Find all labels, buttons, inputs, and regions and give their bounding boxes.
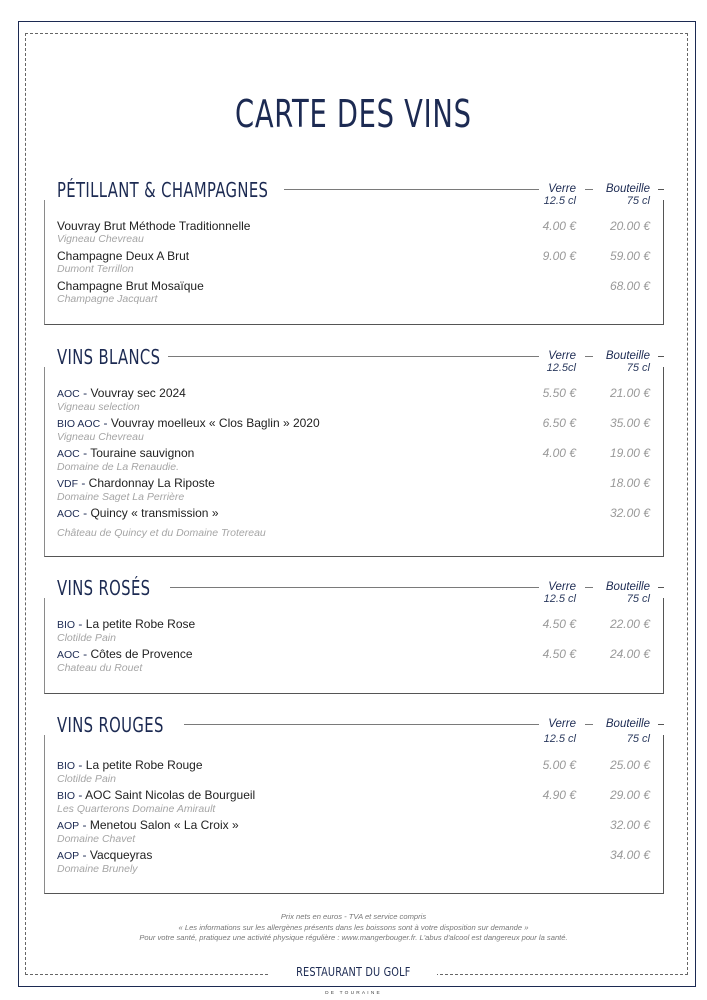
section-box-corner [658, 189, 664, 190]
wine-producer: Chateau du Rouet [57, 662, 143, 674]
footer-health-note: Pour votre santé, pratiquez une activité physique régulière : www.mangerbouger.fr. L'abus d'alcool est dangereux pour la santé. [139, 933, 568, 942]
separator: - [75, 617, 86, 631]
bottle-price: 32.00 € [609, 506, 650, 520]
glass-label: Verre [548, 581, 576, 593]
heading-rule [168, 356, 539, 357]
wine-name-line [57, 758, 457, 773]
glass-volume: 12.5 cl [543, 195, 576, 207]
glass-column-header [526, 581, 576, 605]
bottle-price: 24.00 € [609, 647, 650, 661]
bottle-column-header [590, 581, 650, 605]
title-wrap [0, 92, 707, 136]
wine-name-line [57, 848, 457, 863]
bottle-label: Bouteille [605, 581, 650, 593]
wine-name: Quincy « transmission » [90, 506, 219, 520]
wine-producer: Dumont Terrillon [57, 263, 134, 275]
appellation-badge: AOC [57, 388, 80, 400]
glass-price: 4.50 € [542, 647, 576, 661]
wine-name-line [57, 788, 457, 803]
bottle-price: 20.00 € [609, 219, 650, 233]
bottle-column-header [590, 183, 650, 207]
wine-name-line [57, 386, 457, 401]
appellation-badge: BIO AOC [57, 418, 101, 430]
wine-producer: Domaine Saget La Perrière [57, 491, 185, 503]
section-box-corner [658, 724, 664, 725]
wine-item [57, 219, 457, 245]
appellation-badge: BIO [57, 619, 76, 631]
wine-item [57, 506, 457, 539]
glass-column-header [526, 718, 576, 745]
glass-volume: 12.5 cl [543, 733, 576, 745]
separator: - [79, 818, 90, 832]
separator: - [79, 647, 91, 661]
wine-producer: Domaine de La Renaudie. [57, 461, 180, 473]
glass-label: Verre [548, 183, 576, 195]
glass-price: 4.90 € [542, 788, 576, 802]
appellation-badge: AOP [57, 850, 80, 862]
glass-price: 5.00 € [542, 758, 576, 772]
wine-item [57, 386, 457, 413]
wine-name: AOC Saint Nicolas de Bourgueil [85, 788, 256, 802]
wine-producer: Domaine Brunely [57, 863, 138, 875]
glass-price: 4.50 € [542, 617, 576, 631]
wine-producer: Clotilde Pain [57, 632, 116, 644]
appellation-badge: VDF [57, 478, 78, 490]
wine-producer: Clotilde Pain [57, 773, 116, 785]
wine-item [57, 818, 457, 845]
bottle-price: 19.00 € [609, 446, 650, 460]
bottle-volume: 75 cl [626, 733, 650, 745]
wine-producer: Vigneau Chevreau [57, 431, 144, 443]
wine-producer: Champagne Jacquart [57, 293, 158, 305]
glass-column-header [526, 183, 576, 207]
wine-item [57, 416, 457, 443]
bottle-volume: 75 cl [626, 593, 650, 605]
glass-price: 4.00 € [542, 219, 576, 233]
separator: - [100, 416, 111, 430]
wine-name: Vacqueyras [89, 848, 153, 862]
section-vins-roses [44, 576, 664, 694]
appellation-badge: BIO [57, 760, 76, 772]
bottle-price: 18.00 € [609, 476, 650, 490]
glass-price: 5.50 € [542, 386, 576, 400]
separator: - [75, 788, 86, 802]
bottle-volume: 75 cl [626, 362, 650, 374]
wine-producer: Vigneau selection [57, 401, 140, 413]
bottle-price: 21.00 € [609, 386, 650, 400]
wine-item [57, 446, 457, 473]
appellation-badge: AOC [57, 508, 80, 520]
wine-name-line [57, 617, 457, 632]
glass-label: Verre [548, 718, 576, 730]
bottle-price: 68.00 € [609, 279, 650, 293]
bottle-price: 22.00 € [609, 617, 650, 631]
wine-producer: Château de Quincy et du Domaine Trotereau [57, 527, 266, 539]
wine-name-line [57, 506, 457, 521]
wine-name: Champagne Deux A Brut [57, 249, 190, 263]
wine-item [57, 788, 457, 815]
appellation-badge: AOP [57, 820, 80, 832]
wine-name: La petite Robe Rose [85, 617, 196, 631]
brand-logo-subtitle: DE TOURAINE [303, 991, 404, 996]
section-petillant-champagnes [44, 178, 664, 325]
separator: - [79, 386, 91, 400]
wine-item [57, 249, 457, 275]
glass-price: 4.00 € [542, 446, 576, 460]
wine-name: Touraine sauvignon [90, 446, 195, 460]
heading-rule [284, 189, 539, 190]
wine-producer: Domaine Chavet [57, 833, 136, 845]
bottle-price: 59.00 € [609, 249, 650, 263]
section-title: VINS ROSÉS [57, 576, 153, 600]
wine-name-line [57, 416, 457, 431]
section-vins-blancs [44, 345, 664, 557]
wine-name: Champagne Brut Mosaïque [57, 279, 204, 293]
wine-name: Vouvray Brut Méthode Traditionnelle [57, 219, 251, 233]
wine-name-line [57, 446, 457, 461]
bottle-volume: 75 cl [626, 195, 650, 207]
bottle-price: 29.00 € [609, 788, 650, 802]
appellation-badge: BIO [57, 790, 76, 802]
footer-notes [0, 912, 707, 944]
wine-name: Menetou Salon « La Croix » [89, 818, 239, 832]
footer-allergen-note: « Les informations sur les allergènes présents dans les boissons sont à votre disposition sur demande » [178, 922, 529, 932]
bottle-price: 25.00 € [609, 758, 650, 772]
heading-rule [170, 587, 539, 588]
bottle-price: 35.00 € [609, 416, 650, 430]
wine-item [57, 617, 457, 644]
section-box-corner [658, 587, 664, 588]
bottle-label: Bouteille [605, 718, 650, 730]
footer-price-note: Prix nets en euros - TVA et service compris [280, 912, 427, 921]
appellation-badge: AOC [57, 448, 80, 460]
bottle-column-header [590, 350, 650, 374]
wine-item [57, 848, 457, 875]
glass-price: 6.50 € [542, 416, 576, 430]
heading-rule [184, 724, 539, 725]
separator: - [78, 476, 89, 490]
brand-logo-name: RESTAURANT DU GOLF [296, 964, 411, 979]
wine-name-line [57, 647, 457, 662]
brand-sub-wrap [0, 981, 707, 999]
glass-volume: 12.5 cl [543, 593, 576, 605]
separator: - [75, 758, 86, 772]
bottle-price: 34.00 € [609, 848, 650, 862]
glass-volume: 12.5cl [546, 362, 576, 374]
bottle-label: Bouteille [605, 350, 650, 362]
section-title: VINS ROUGES [57, 713, 167, 737]
glass-price: 9.00 € [542, 249, 576, 263]
bottle-price: 32.00 € [609, 818, 650, 832]
glass-column-header [526, 350, 576, 374]
wine-name-line [57, 818, 457, 833]
wine-item [57, 647, 457, 674]
wine-producer: Les Quarterons Domaine Amirault [57, 803, 216, 815]
bottle-label: Bouteille [605, 183, 650, 195]
appellation-badge: AOC [57, 649, 80, 661]
wine-name: La petite Robe Rouge [85, 758, 203, 772]
separator: - [79, 848, 90, 862]
brand-background [270, 963, 437, 981]
section-vins-rouges [44, 713, 664, 894]
wine-item [57, 279, 457, 305]
wine-name-line [57, 476, 457, 491]
page-title: CARTE DES VINS [235, 92, 472, 136]
separator: - [79, 446, 91, 460]
wine-name: Côtes de Provence [90, 647, 193, 661]
wine-item [57, 758, 457, 785]
section-box [44, 598, 664, 694]
section-title: VINS BLANCS [57, 345, 163, 369]
separator: - [79, 506, 91, 520]
wine-name: Chardonnay La Riposte [88, 476, 215, 490]
wine-name: Vouvray sec 2024 [90, 386, 186, 400]
section-box-corner [658, 356, 664, 357]
wine-name: Vouvray moelleux « Clos Baglin » 2020 [110, 416, 320, 430]
wine-item [57, 476, 457, 503]
wine-producer: Vigneau Chevreau [57, 233, 144, 245]
section-title: PÉTILLANT & CHAMPAGNES [57, 178, 271, 202]
glass-label: Verre [548, 350, 576, 362]
bottle-column-header [590, 718, 650, 745]
